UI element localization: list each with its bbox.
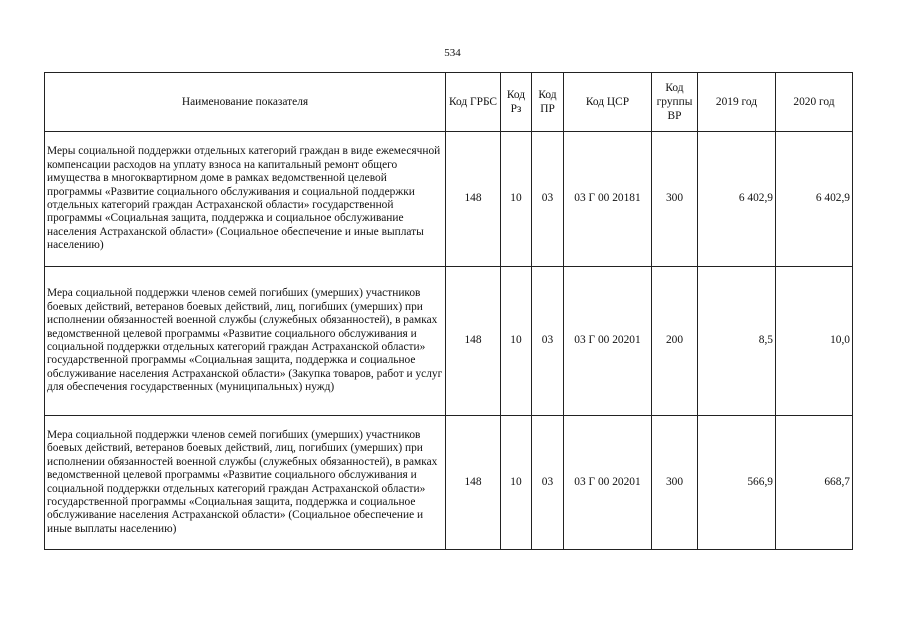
row-grbs: 148: [446, 416, 501, 550]
row-vr: 200: [652, 267, 698, 416]
header-rz: Код Рз: [501, 73, 532, 132]
row-grbs: 148: [446, 267, 501, 416]
header-2020: 2020 год: [776, 73, 853, 132]
row-2019: 566,9: [698, 416, 776, 550]
row-name: Меры социальной поддержки отдельных категорий граждан в виде ежемесячной компенсации расходов на уплату взноса на капитальный ремонт общего имущества в многоквартирном доме в рамках ведомственной целевой программы «Развитие социального обслуживания и социальной поддержки отдельных категорий граждан Астраханской области» государственной программы «Социальная защита, поддержка и социальное обслуживание населения Астраханской области» (Социальное обеспечение и иные выплаты населению): [45, 132, 446, 267]
row-rz: 10: [501, 416, 532, 550]
header-csr: Код ЦСР: [564, 73, 652, 132]
row-vr: 300: [652, 416, 698, 550]
row-pr: 03: [532, 132, 564, 267]
table-row: [45, 132, 853, 267]
header-grbs: Код ГРБС: [446, 73, 501, 132]
row-rz: 10: [501, 267, 532, 416]
row-vr: 300: [652, 132, 698, 267]
page-number: 534: [444, 47, 461, 59]
header-pr: Код ПР: [532, 73, 564, 132]
row-2020: 6 402,9: [776, 132, 853, 267]
row-name: Мера социальной поддержки членов семей погибших (умерших) участников боевых действий, ветеранов боевых действий, лиц, погибших (умерших) при исполнении обязанностей военной службы (служебных обязанностей), в рамках ведомственной целевой программы «Развитие социального обслуживания и социальной поддержки отдельных категорий граждан Астраханской области» государственной программы «Социальная защита, поддержка и социальное обслуживание населения Астраханской области» (Закупка товаров, работ и услуг для обеспечения государственных (муниципальных) нужд): [45, 267, 446, 416]
table-row: [45, 416, 853, 550]
table-row: [45, 267, 853, 416]
row-pr: 03: [532, 416, 564, 550]
row-2020: 10,0: [776, 267, 853, 416]
header-2019: 2019 год: [698, 73, 776, 132]
header-vr: Код группы ВР: [652, 73, 698, 132]
row-grbs: 148: [446, 132, 501, 267]
row-csr: 03 Г 00 20201: [564, 416, 652, 550]
row-rz: 10: [501, 132, 532, 267]
row-2020: 668,7: [776, 416, 853, 550]
budget-table: [44, 72, 853, 550]
row-csr: 03 Г 00 20181: [564, 132, 652, 267]
row-2019: 8,5: [698, 267, 776, 416]
header-name: Наименование показателя: [45, 73, 446, 132]
row-name: Мера социальной поддержки членов семей погибших (умерших) участников боевых действий, ветеранов боевых действий, лиц, погибших (умерших) при исполнении обязанностей военной службы (служебных обязанностей), в рамках ведомственной целевой программы «Развитие социального обслуживания и социальной поддержки отдельных категорий граждан Астраханской области» государственной программы «Социальная защита, поддержка и социальное обслуживание населения Астраханской области» (Социальное обеспечение и иные выплаты населению): [45, 416, 446, 550]
row-pr: 03: [532, 267, 564, 416]
row-csr: 03 Г 00 20201: [564, 267, 652, 416]
row-2019: 6 402,9: [698, 132, 776, 267]
table-header-row: [45, 73, 853, 132]
